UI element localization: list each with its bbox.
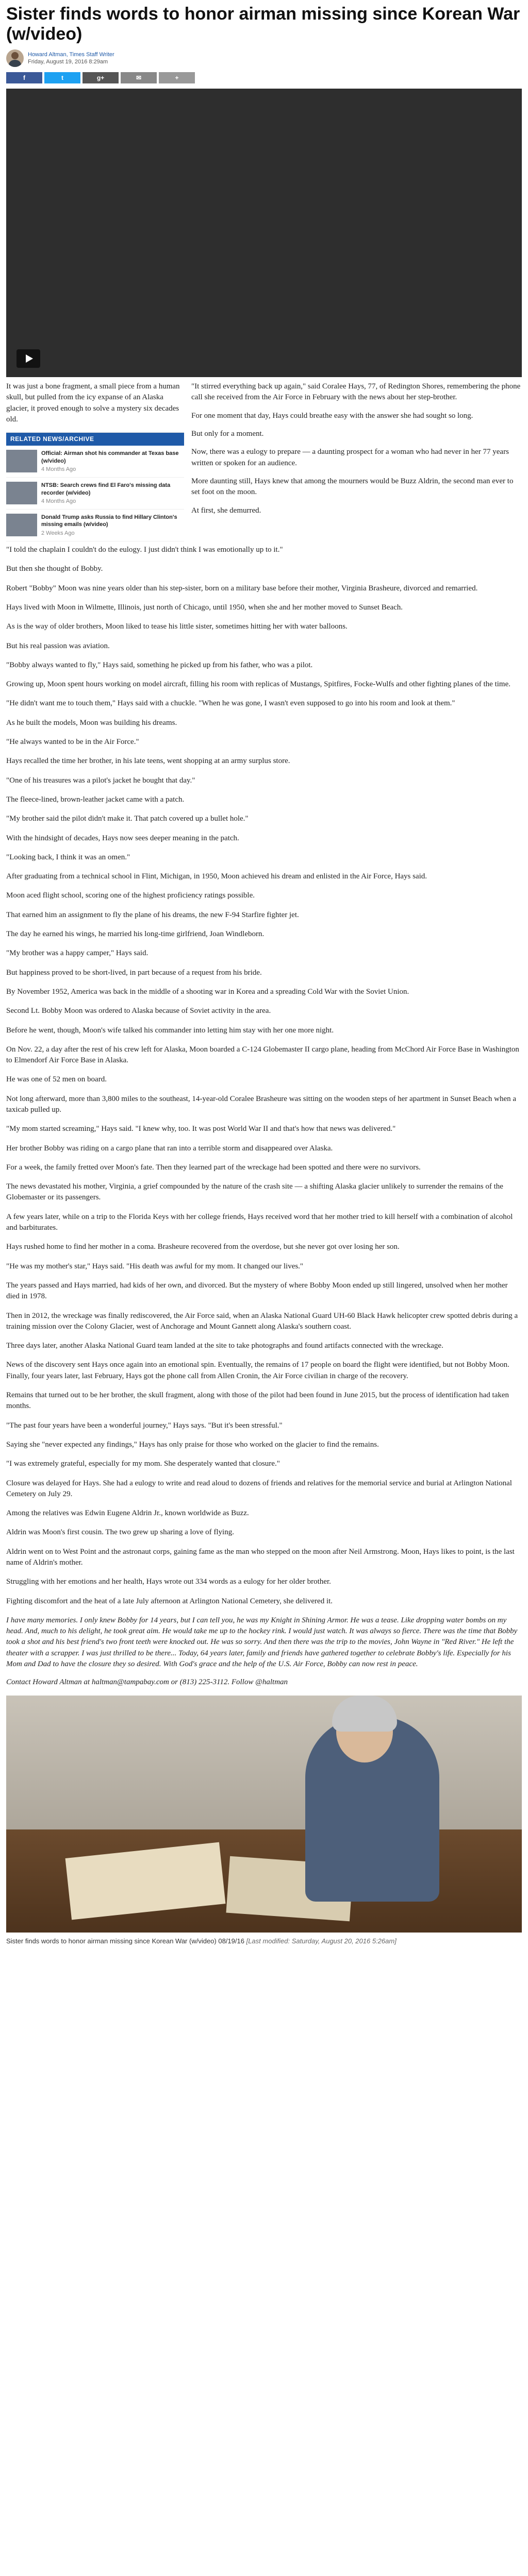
paragraph: Her brother Bobby was riding on a cargo plane that ran into a terrible storm and disappeared over Alaska. xyxy=(6,1144,333,1153)
related-heading: RELATED NEWS/ARCHIVE xyxy=(6,433,184,446)
paragraph: On Nov. 22, a day after the rest of his crew left for Alaska, Moon boarded a C-124 Globemaster II cargo plane, heading from McChord Air Force Base in Washington to Elmendorf Air Force Base in Alaska. xyxy=(6,1045,519,1065)
paragraph: News of the discovery sent Hays once again into an emotional spin. Eventually, the remains of 17 people on board the flight were identified, but not Bobby Moon. Finally, four years later, last February, Hays got the phone call from Allen Cronin, the Air Force civilian in charge of the recovery. xyxy=(6,1361,509,1380)
paragraph: "I told the chaplain I couldn't do the eulogy. I just didn't think I was emotionally up to it." xyxy=(6,546,283,554)
paragraph: That earned him an assignment to fly the plane of his dreams, the new F-94 Starfire fighter jet. xyxy=(6,910,299,919)
related-item[interactable] xyxy=(6,446,184,478)
paragraph: The years passed and Hays married, had kids of her own, and divorced. But the mystery of where Bobby Moon ended up still lingered, unsolved when her mother died in 1978. xyxy=(6,1281,508,1301)
paragraph: Not long afterward, more than 3,800 miles to the southeast, 14-year-old Coralee Brasheure was sitting on the wooden steps of her apartment in Sunset Beach when a taxicab pulled up. xyxy=(6,1094,517,1114)
publish-date: Friday, August 19, 2016 8:29am xyxy=(28,59,108,65)
byline xyxy=(6,49,522,67)
paragraph: It was just a bone fragment, a small piece from a human skull, but pulled from the icy expanse of an Alaska glacier, it proved enough to solve a mystery six decades old. xyxy=(6,382,180,424)
paragraph: "Bobby always wanted to fly," Hays said, something he picked up from his father, who was a pilot. xyxy=(6,660,313,669)
paragraph: Among the relatives was Edwin Eugene Aldrin Jr., known worldwide as Buzz. xyxy=(6,1509,249,1518)
related-item[interactable] xyxy=(6,478,184,510)
paragraph: The news devastated his mother, Virginia, a grief compounded by the nature of the crash site — a shifting Alaska glacier unlikely to surrender the remains of the Globemaster or its passengers. xyxy=(6,1182,503,1202)
paragraph: "It stirred everything back up again," said Coralee Hays, 77, of Redington Shores, remembering the phone call she received from the Air Force in February with the news about her step-brother. xyxy=(191,382,521,402)
related-title[interactable]: Official: Airman shot his commander at Texas base (w/video) xyxy=(41,450,179,464)
paragraph: Now, there was a eulogy to prepare — a daunting prospect for a woman who had never in her 77 years written or spoken for an audience. xyxy=(191,448,509,467)
play-icon[interactable] xyxy=(16,349,40,368)
paragraph: Hays recalled the time her brother, in his late teens, went shopping at an army surplus store. xyxy=(6,757,290,766)
contact-line: Contact Howard Altman at haltman@tampabay.com or (813) 225-3112. Follow @haltman xyxy=(6,1678,288,1687)
paragraph: A few years later, while on a trip to the Florida Keys with her college friends, Hays received word that her mother tried to kill herself with a combination of alcohol and barbiturates. xyxy=(6,1212,513,1232)
paragraph: "The past four years have been a wonderful journey," Hays says. "But it's been stressful." xyxy=(6,1421,283,1430)
paragraph: Before he went, though, Moon's wife talked his commander into letting him stay with her one more night. xyxy=(6,1026,334,1035)
paragraph: Saying she "never expected any findings," Hays has only praise for those who worked on the glacier to find the remains. xyxy=(6,1440,379,1449)
caption-timestamp: [Last modified: Saturday, August 20, 2016 5:26am] xyxy=(246,1937,397,1945)
paragraph: But only for a moment. xyxy=(191,430,264,438)
paragraph: "I was extremely grateful, especially for my mom. She desperately wanted that closure." xyxy=(6,1460,280,1468)
paragraph: As he built the models, Moon was building his dreams. xyxy=(6,718,177,727)
paragraph: Then in 2012, the wreckage was finally rediscovered, the Air Force said, when an Alaska National Guard UH-60 Black Hawk helicopter crew spotted debris during a training mission over the Colony Glacier, west of Anchorage and Mount Gannett along Alaska's southern coast. xyxy=(6,1311,518,1331)
paragraph: But happiness proved to be short-lived, in part because of a request from his bride. xyxy=(6,968,262,977)
paragraph: "He didn't want me to touch them," Hays said with a chuckle. "When he was gone, I wasn't even supposed to go into his room and look at them." xyxy=(6,699,455,708)
paragraph: The fleece-lined, brown-leather jacket came with a patch. xyxy=(6,795,185,804)
author-link[interactable]: Howard Altman, Times Staff Writer xyxy=(28,51,114,58)
paragraph: But then she thought of Bobby. xyxy=(6,565,103,573)
article-body xyxy=(6,545,522,1607)
related-time: 4 Months Ago xyxy=(41,498,76,504)
paragraph: Hays rushed home to find her mother in a coma. Brasheure recovered from the overdose, but she never got over losing her son. xyxy=(6,1243,400,1251)
related-title[interactable]: NTSB: Search crews find El Faro's missing data recorder (w/video) xyxy=(41,482,171,496)
related-time: 4 Months Ago xyxy=(41,466,76,472)
paragraph: "One of his treasures was a pilot's jacket he bought that day." xyxy=(6,776,195,785)
left-column xyxy=(6,381,184,541)
paragraph: Moon aced flight school, scoring one of the highest proficiency ratings possible. xyxy=(6,891,255,900)
paragraph: "My brother was a happy camper," Hays said. xyxy=(6,949,148,958)
related-thumbnail[interactable] xyxy=(6,482,37,504)
paragraph: Struggling with her emotions and her health, Hays wrote out 334 words as a eulogy for her older brother. xyxy=(6,1578,331,1586)
paragraph: The day he earned his wings, he married his long-time girlfriend, Joan Windleborn. xyxy=(6,930,265,939)
googleplus-share-button[interactable]: g+ xyxy=(82,72,119,83)
share-bar xyxy=(6,72,522,83)
more-share-button[interactable]: + xyxy=(159,72,195,83)
paragraph: "He always wanted to be in the Air Force." xyxy=(6,738,139,747)
paragraph: "Looking back, I think it was an omen." xyxy=(6,853,130,861)
photo-caption xyxy=(6,1937,522,1956)
paragraph: As is the way of older brothers, Moon liked to tease his little sister, sometimes hitting her with water balloons. xyxy=(6,622,348,631)
paragraph: He was one of 52 men on board. xyxy=(6,1075,107,1084)
related-thumbnail[interactable] xyxy=(6,514,37,536)
paragraph: Closure was delayed for Hays. She had a eulogy to write and read aloud to dozens of friends and relatives for the memorial service and burial at Arlington National Cemetery on July 29. xyxy=(6,1479,512,1498)
paragraph: More daunting still, Hays knew that among the mourners would be Buzz Aldrin, the second man ever to set foot on the moon. xyxy=(191,477,514,497)
paragraph: Three days later, another Alaska National Guard team landed at the site to take photographs and found artifacts connected with the wreckage. xyxy=(6,1342,443,1350)
paragraph: Fighting discomfort and the heat of a late July afternoon at Arlington National Cemetery, she delivered it. xyxy=(6,1597,333,1605)
paragraph: Second Lt. Bobby Moon was ordered to Alaska because of Soviet activity in the area. xyxy=(6,1007,271,1015)
related-time: 2 Weeks Ago xyxy=(41,530,75,536)
related-item[interactable] xyxy=(6,510,184,541)
paragraph: At first, she demurred. xyxy=(191,506,261,515)
related-thumbnail[interactable] xyxy=(6,450,37,472)
paragraph: Hays lived with Moon in Wilmette, Illinois, just north of Chicago, until 1950, when she and her mother moved to Sunset Beach. xyxy=(6,603,403,612)
paragraph: Aldrin was Moon's first cousin. The two grew up sharing a love of flying. xyxy=(6,1528,234,1537)
paragraph: Growing up, Moon spent hours working on model aircraft, filling his room with replicas of Mustangs, Spitfires, Focke-Wulfs and other fighting planes of the time. xyxy=(6,680,510,689)
paragraph: Remains that turned out to be her brother, the skull fragment, along with those of the pilot had been found in June 2015, but the process of identification had taken months. xyxy=(6,1391,509,1411)
author-avatar xyxy=(6,49,24,67)
related-title[interactable]: Donald Trump asks Russia to find Hillary Clinton's missing emails (w/video) xyxy=(41,514,177,528)
article-intro xyxy=(6,381,522,541)
related-news xyxy=(6,432,184,541)
email-share-button[interactable]: ✉ xyxy=(121,72,157,83)
headline: Sister finds words to honor airman missing since Korean War (w/video) xyxy=(6,4,520,44)
eulogy-text: I have many memories. I only knew Bobby for 14 years, but I can tell you, he was my Knight in Shining Armor. He was a tease. Like dropping water bombs on my head. And, much to his delight, he took great aim. He would take me up to the hockey rink. I would just watch. It was always so fierce. There was the time that Bobby took a shot and his best friend's two front teeth were knocked out. He was so sorry. And then there was the trip to the movies, John Wayne in "Red River." He left the theater with a scrapper. I was just thrilled to be there... Today, 64 years later, family and friends have gathered together to celebrate Bobby's life. Especially for his Mom and Dad to have the closure they so desired. With God's grace and the help of the U.S. Air Force, Bobby can now rest in peace. xyxy=(6,1616,518,1669)
paragraph: Robert "Bobby" Moon was nine years older than his step-sister, born on a military base before their mother, Virginia Brasheure, divorced and remarried. xyxy=(6,584,478,592)
twitter-share-button[interactable]: t xyxy=(44,72,80,83)
paragraph: "My brother said the pilot didn't make it. That patch covered up a bullet hole." xyxy=(6,815,249,823)
paragraph: "My mom started screaming," Hays said. "I knew why, too. It was post World War II and that's how that news was delivered." xyxy=(6,1125,396,1133)
paragraph: For one moment that day, Hays could breathe easy with the answer she had sought so long. xyxy=(191,411,473,420)
paragraph: With the hindsight of decades, Hays now sees deeper meaning in the patch. xyxy=(6,834,239,842)
paragraph: After graduating from a technical school in Flint, Michigan, in 1950, Moon achieved his dream and enlisted in the Air Force, Hays said. xyxy=(6,872,427,881)
paragraph: But his real passion was aviation. xyxy=(6,641,110,650)
paragraph: For a week, the family fretted over Moon's fate. Then they learned part of the wreckage had been spotted and there were no survivors. xyxy=(6,1163,421,1172)
paragraph: By November 1952, America was back in the middle of a shooting war in Korea and a spreading Cold War with the Soviet Union. xyxy=(6,987,409,996)
caption-text: Sister finds words to honor airman missing since Korean War (w/video) 08/19/16 xyxy=(6,1937,244,1945)
right-column xyxy=(191,381,522,541)
video-player[interactable] xyxy=(6,89,522,377)
article-photo xyxy=(6,1696,522,1933)
paragraph: "He was my mother's star," Hays said. "His death was awful for my mom. It changed our lives." xyxy=(6,1262,304,1270)
paragraph: Aldrin went on to West Point and the astronaut corps, gaining fame as the man who stepped on the moon after Neil Armstrong. Moon, Hays likes to point, is the last name of Aldrin's mother. xyxy=(6,1547,515,1567)
facebook-share-button[interactable]: f xyxy=(6,72,42,83)
